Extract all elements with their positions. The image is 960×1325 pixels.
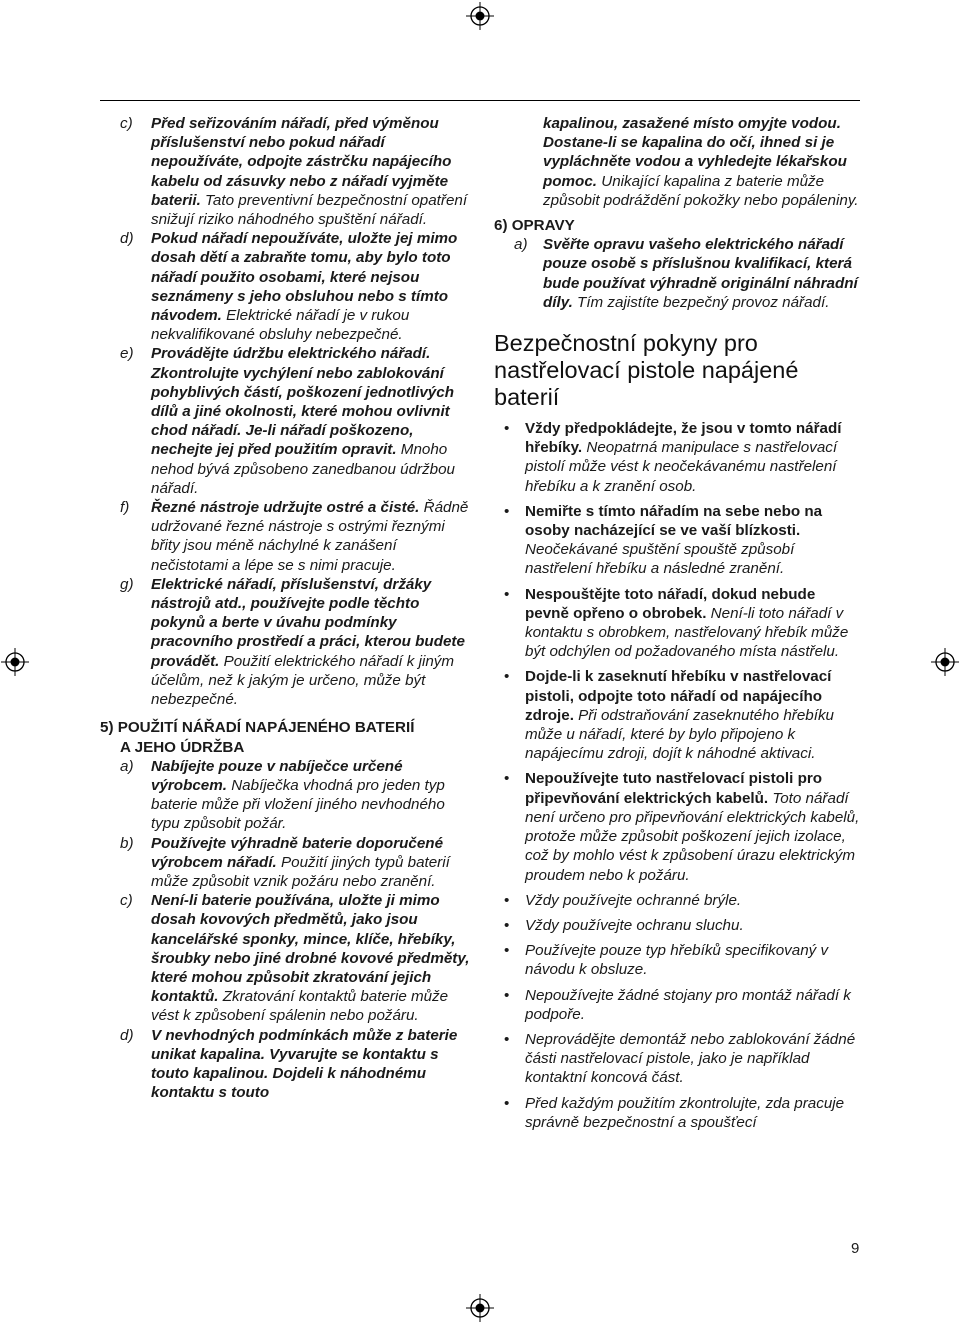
- item-marker: a): [120, 757, 134, 775]
- item-bold-text: Používejte výhradně baterie doporučené výrobcem nářadí.: [151, 834, 444, 871]
- bullet-dot: •: [504, 585, 510, 603]
- bullet-bold-text: Nemiřte s tímto nářadím na sebe nebo na osoby nacházející se ve vaší blízkosti.: [525, 502, 823, 540]
- item-text: Nabíječka vhodná pro jeden typ baterie může při vložení jiného nevhodného typu způsobit požár.: [151, 776, 445, 833]
- list-item-g: [100, 575, 472, 709]
- list-item-f: [100, 498, 472, 575]
- registration-mark-top: [466, 2, 494, 30]
- bullet-dot: •: [504, 1030, 510, 1048]
- list-item-c2: [100, 891, 472, 1025]
- bullet-dot: •: [504, 891, 510, 909]
- item-marker: b): [120, 834, 134, 852]
- section-heading-5: [100, 718, 472, 756]
- item-text: Zkratování kontaktů baterie může vést k způsobení spálenin nebo požáru.: [151, 988, 449, 1025]
- bullet-text: Neprovádějte demontáž nebo zablokování žádné části nastřelovací pistole, jako je například kontaktní koncová část.: [525, 1030, 856, 1087]
- item-bold-text: Před seřizováním nářadí, před výměnou příslušenství nebo pokud nářadí nepoužíváte, odpojte zástrčku napájecího kabelu od zásuvky nebo z nářadí vyjměte baterii.: [151, 115, 452, 209]
- bullet-dot: •: [504, 502, 510, 520]
- bullet-bold-text: Dojde-li k zaseknutí hřebíku v nastřelovací pistoli, odpojte toto nářadí od napájecího zdroje.: [525, 668, 832, 724]
- bullet-text: Vždy používejte ochranné brýle.: [525, 891, 742, 909]
- continuation-paragraph: [494, 114, 860, 210]
- bullet-item: [494, 419, 860, 496]
- item-text: Tato preventivní bezpečnostní opatření snižují riziko náhodného spuštění nářadí.: [151, 191, 468, 229]
- bullet-text: Používejte pouze typ hřebíků specifikovaný v návodu k obsluze.: [525, 942, 829, 979]
- item-bold-text: Pokud nářadí nepoužíváte, uložte jej mimo dosah dětí a zabraňte tomu, aby bylo toto nářadí použito osobami, které nejsou seznámeny s jeho obsluhou nebo s tímto návodem.: [151, 230, 458, 325]
- list-item-d: [100, 229, 472, 344]
- bullet-text: Toto nářadí není určeno pro připevňování elektrických kabelů, protože může způsobit poškození jejich izolace, což by mohlo vést k způsobení úrazu elektrickým proudem nebo k požáru.: [525, 789, 860, 884]
- item-marker: d): [120, 230, 134, 248]
- registration-mark-right: [931, 648, 959, 676]
- item-bold-text: V nevhodných podmínkách může z baterie unikat kapalina. Vyvarujte se kontaktu s touto kapalinou. Dojdeli k náhodnému kontaktu s touto: [151, 1026, 458, 1102]
- item-text: Použití elektrického nářadí k jiným účelům, než k jakým je určeno, může být nebezpečné.: [151, 652, 455, 709]
- bullet-dot: •: [504, 986, 510, 1004]
- bullet-item: [494, 1094, 860, 1132]
- bullet-dot: •: [504, 668, 510, 686]
- bullet-bold-text: Vždy předpokládejte, že jsou v tomto nářadí hřebíky.: [525, 420, 842, 457]
- bullet-text: Nepoužívejte žádné stojany pro montáž nářadí k podpoře.: [525, 986, 851, 1023]
- list-item-e: [100, 344, 472, 498]
- bullet-dot: •: [504, 420, 510, 438]
- item-marker: e): [120, 345, 134, 363]
- section-heading-6: 6) OPRAVY: [494, 217, 575, 235]
- item-marker: d): [120, 1026, 134, 1044]
- bullet-item: [494, 941, 860, 979]
- bullet-item: [494, 502, 860, 579]
- registration-mark-bottom: [466, 1294, 494, 1322]
- section-title: Bezpečnostní pokyny pro nastřelovací pistole napájené baterií: [494, 330, 799, 411]
- bullet-bold-text: Nespouštějte toto nářadí, dokud nebude pevně opřeno o obrobek.: [525, 585, 816, 622]
- item-bold-text: Nabíjejte pouze v nabíječce určené výrobcem.: [151, 757, 403, 794]
- section-heading-5-line2: A JEHO ÚDRŽBA: [120, 738, 245, 756]
- continuation-bold-text: kapalinou, zasažené místo omyjte vodou. Dostane-li se kapalina do očí, ihned si je vypláchněte vodou a vyhledejte lékařskou pomoc.: [543, 115, 847, 190]
- bullet-text: Před každým použitím zkontrolujte, zda pracuje správně bezpečnostní a spoušťecí: [525, 1094, 845, 1131]
- bullet-dot: •: [504, 770, 510, 788]
- item-bold-text: Svěřte opravu vašeho elektrického nářadí pouze osobě s příslušnou kvalifikací, která bude používat výhradně originální náhradní díly.: [543, 236, 858, 311]
- item-text: Elektrické nářadí je v rukou nekvalifikované obsluhy nebezpečné.: [151, 307, 410, 344]
- bullet-text: Není-li toto nářadí v kontaktu s obrobkem, nastřelovaný hřebík může být odchýlen od požadovaného místa nástřelu.: [525, 604, 849, 661]
- bullet-text: Při odstraňování zaseknutého hřebíku může u nářadí, které by bylo připojeno k napájecímu zdroji, dojít k náhodné aktivaci.: [525, 706, 834, 763]
- item-bold-text: Řezné nástroje udržujte ostré a čisté.: [151, 499, 420, 517]
- item-marker: c): [120, 115, 133, 132]
- left-column: [100, 114, 472, 1102]
- item-bold-text: Není-li baterie používána, uložte ji mimo dosah kovových předmětů, jako jsou kancelářské sponky, mince, klíče, hřebíky, šroubky nebo jiné drobné kovové předměty, které mohou způsobit zkratování jejich kontaktů.: [151, 892, 470, 1006]
- registration-mark-left: [1, 648, 29, 676]
- list-item-repair-a: [494, 235, 860, 312]
- item-bold-text: Elektrické nářadí, příslušenství, držáky nástrojů atd.: [151, 575, 432, 613]
- list-item-d2: [100, 1026, 472, 1103]
- right-column: [494, 114, 860, 1138]
- bullet-item: [494, 891, 860, 910]
- list-item-c: [100, 114, 472, 229]
- item-text: Řádně udržované řezné nástroje s ostrými řeznými břity jsou méně náchylné k zanášení nečistotami a lépe se s nimi pracuje.: [151, 499, 469, 574]
- item-marker: f): [120, 499, 130, 517]
- bullet-text: Vždy používejte ochranu sluchu.: [525, 916, 744, 934]
- item-marker: g): [120, 575, 134, 593]
- safety-bullet-list: [494, 419, 860, 1132]
- item-text: Tím zajistíte bezpečný provoz nářadí.: [572, 293, 830, 311]
- item-text: Použití jiných typů baterií může způsobit vznik požáru nebo zranění.: [151, 853, 450, 890]
- bullet-item: [494, 769, 860, 884]
- bullet-item: [494, 916, 860, 935]
- bullet-text: Neopatrná manipulace s nastřelovací pistolí může vést k neočekávanému nastřelení hřebíku a k zranění osob.: [525, 439, 838, 495]
- bullet-item: [494, 667, 860, 763]
- list-item-b: [100, 834, 472, 892]
- bullet-dot: •: [504, 942, 510, 960]
- bullet-bold-text: Nepoužívejte tuto nastřelovací pistoli pro připevňování elektrických kabelů.: [525, 770, 823, 807]
- bullet-dot: •: [504, 1094, 510, 1112]
- bullet-text: Neočekávané spuštění spouště způsobí nastřelení hřebíku a následné zranění.: [525, 541, 795, 578]
- section-heading-5-line1: 5) POUŽITÍ NÁŘADÍ NAPÁJENÉHO BATERIÍ: [100, 719, 415, 737]
- bullet-item: [494, 585, 860, 662]
- item-text: Mnoho nehod bývá způsobeno zanedbanou údržbou nářadí.: [151, 441, 456, 497]
- bullet-item: [494, 1030, 860, 1088]
- page-number: 9: [851, 1240, 860, 1257]
- list-item-a: [100, 757, 472, 834]
- header-rule: [100, 100, 860, 101]
- item-marker: a): [514, 236, 528, 254]
- item-bold-text: Provádějte údržbu elektrického nářadí. Zkontrolujte vychýlení nebo zablokování pohyblivých částí, poškození jednotlivých dílů a jiné okolnosti, které mohou ovlivnit chod nářadí. Je-li nářadí poškozeno, nechejte jej před použitím opravit.: [151, 345, 454, 459]
- bullet-item: [494, 986, 860, 1024]
- bullet-dot: •: [504, 916, 510, 934]
- item-bold-text-2: , používejte podle těchto pokynů a berte v úvahu podmínky pracovního prostředí a práci, kterou budete provádět.: [151, 595, 465, 670]
- continuation-text: Unikající kapalina z baterie může způsobit podráždění pokožky nebo popáleniny.: [543, 172, 859, 209]
- item-marker: c): [120, 892, 133, 910]
